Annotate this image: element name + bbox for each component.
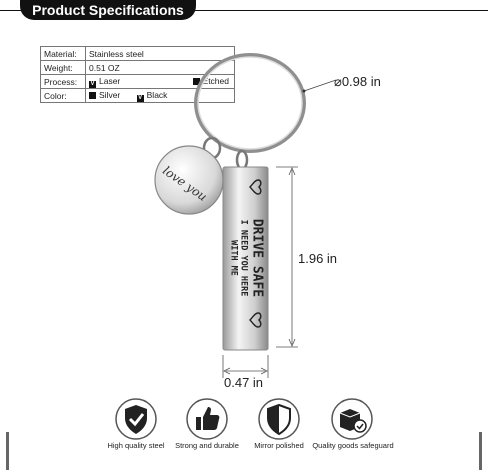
- width-label: 0.47 in: [224, 375, 264, 390]
- spec-label: Color:: [41, 89, 86, 103]
- shield-half-icon: [257, 397, 301, 441]
- diameter-icon: ⌀: [334, 74, 342, 89]
- option-silver: Silver: [89, 90, 120, 100]
- checkbox-checked-icon: V: [138, 94, 143, 101]
- box-check-icon: [330, 397, 374, 441]
- frame-corner: [6, 432, 9, 470]
- feature-label-polished: Mirror polished: [254, 441, 304, 450]
- frame-corner: [479, 432, 482, 470]
- page-title: Product Specifications: [32, 2, 184, 18]
- spec-label: Weight:: [41, 61, 86, 75]
- shield-check-icon: [114, 397, 158, 441]
- checkbox-checked-icon: V: [90, 80, 95, 87]
- option-black: V Black: [138, 89, 168, 101]
- tag-line-2: I NEED YOU HERE: [238, 219, 249, 297]
- feature-label-safeguard: Quality goods safeguard: [312, 441, 394, 450]
- key-ring: [196, 55, 304, 151]
- feature-label-durable: Strong and durable: [175, 441, 239, 450]
- ring-diameter-label: ⌀0.98 in: [334, 74, 381, 89]
- spec-value: 0.51 OZ: [86, 61, 235, 75]
- spec-label: Material:: [41, 47, 86, 61]
- height-label: 1.96 in: [298, 251, 338, 266]
- jump-ring: [237, 151, 247, 169]
- tag-line-3: WITH ME: [228, 240, 239, 276]
- option-laser: V Laser: [90, 75, 121, 87]
- tag-line-1: DRIVE SAFE: [249, 218, 265, 298]
- thumbs-up-icon: [185, 397, 229, 441]
- charm-inscription: love you: [160, 163, 210, 204]
- spec-value: Stainless steel: [86, 47, 235, 61]
- spec-label: Process:: [41, 75, 86, 89]
- option-etched: Etched: [193, 76, 229, 86]
- feature-label-steel: High quality steel: [107, 441, 165, 450]
